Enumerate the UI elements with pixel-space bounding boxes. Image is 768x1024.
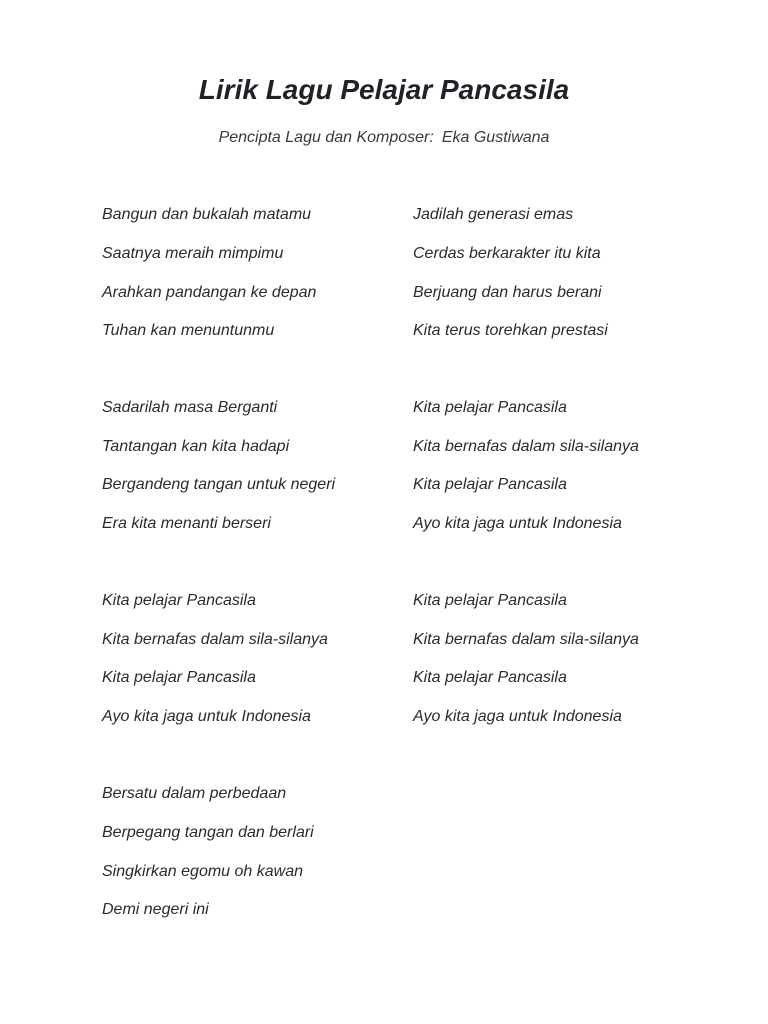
lyric-line: Bergandeng tangan untuk negeri (102, 476, 336, 493)
lyric-line: Demi negeri ini (102, 901, 209, 918)
lyric-line: Tantangan kan kita hadapi (102, 438, 290, 455)
lyric-line: Saatnya meraih mimpimu (102, 245, 284, 262)
lyric-line: Cerdas berkarakter itu kita (413, 245, 601, 262)
lyric-line: Singkirkan egomu oh kawan (102, 863, 304, 880)
lyric-line: Kita pelajar Pancasila (413, 399, 567, 416)
lyric-line: Kita pelajar Pancasila (102, 592, 256, 609)
lyric-line: Bangun dan bukalah matamu (102, 206, 312, 223)
lyric-line: Bersatu dalam perbedaan (102, 785, 287, 802)
lyric-line: Era kita menanti berseri (102, 515, 271, 532)
lyric-line: Kita pelajar Pancasila (413, 592, 567, 609)
lyric-line: Ayo kita jaga untuk Indonesia (413, 708, 622, 725)
lyric-line: Sadarilah masa Berganti (102, 399, 278, 416)
lyric-line: Arahkan pandangan ke depan (102, 284, 317, 301)
page-title: Lirik Lagu Pelajar Pancasila (198, 74, 570, 105)
credits-author: Eka Gustiwana (441, 129, 550, 146)
lyric-line: Kita pelajar Pancasila (413, 669, 567, 686)
lyric-line: Kita pelajar Pancasila (413, 476, 567, 493)
lyric-line: Kita terus torehkan prestasi (413, 322, 608, 339)
lyric-line: Berpegang tangan dan berlari (102, 824, 314, 841)
lyric-line: Berjuang dan harus berani (413, 284, 602, 301)
lyric-line: Kita bernafas dalam sila-silanya (102, 631, 328, 648)
lyric-line: Kita bernafas dalam sila-silanya (413, 631, 639, 648)
lyric-line: Ayo kita jaga untuk Indonesia (413, 515, 622, 532)
lyric-line: Ayo kita jaga untuk Indonesia (102, 708, 311, 725)
song-credits (0, 126, 768, 150)
lyric-line: Kita pelajar Pancasila (102, 669, 256, 686)
lyric-line: Jadilah generasi emas (413, 206, 574, 223)
credits-label: Pencipta Lagu dan Komposer: (218, 129, 434, 146)
lyric-line: Kita bernafas dalam sila-silanya (413, 438, 639, 455)
lyric-line: Tuhan kan menuntunmu (102, 322, 275, 339)
